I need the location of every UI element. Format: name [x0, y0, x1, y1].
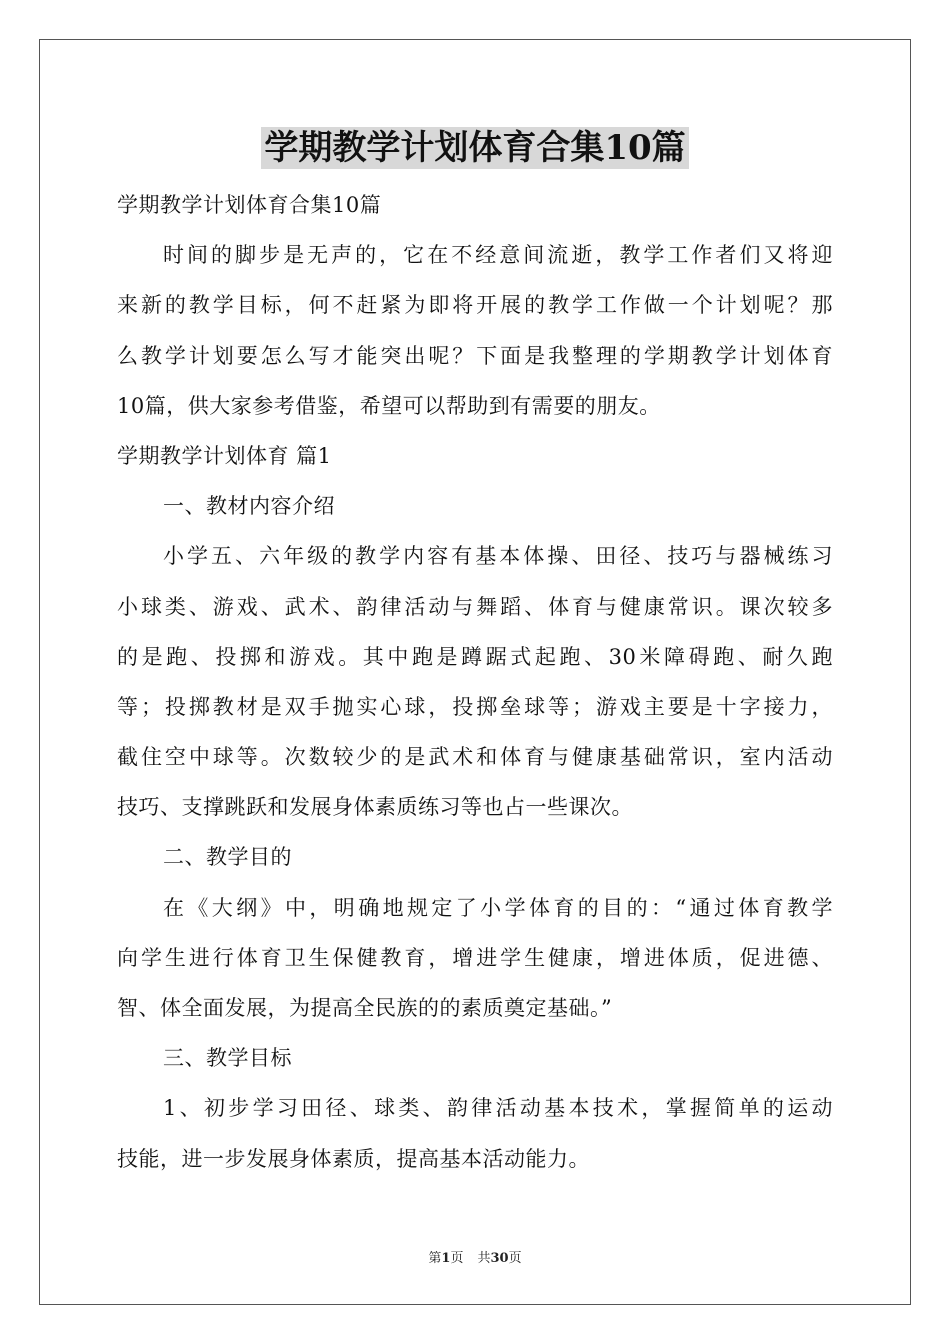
part2-line: 向学生进行体育卫生保健教育，增进学生健康，增进体质，促进德、: [117, 945, 833, 970]
footer-total-prefix: 共: [477, 1251, 491, 1266]
document-title: 学期教学计划体育合集10篇: [261, 127, 688, 169]
title-area: [0, 127, 950, 169]
part3-line: 技能，进一步发展身体素质，提高基本活动能力。: [117, 1146, 590, 1171]
footer-page-number: 1: [441, 1251, 451, 1266]
part1-heading: 一、教材内容介绍: [163, 494, 335, 519]
part2-heading: 二、教学目的: [163, 845, 292, 870]
intro-line: 时间的脚步是无声的，它在不经意间流逝，教学工作者们又将迎: [163, 243, 833, 268]
footer-page-suffix: 页: [450, 1251, 464, 1266]
part1-line: 小球类、游戏、武术、韵律活动与舞蹈、体育与健康常识。课次较多: [117, 594, 833, 619]
footer-prefix: 第: [428, 1251, 442, 1266]
document-body: [117, 180, 833, 1184]
intro-line: 10篇，供大家参考借鉴，希望可以帮助到有需要的朋友。: [117, 393, 661, 418]
part1-line: 截住空中球等。次数较少的是武术和体育与健康基础常识，室内活动: [117, 745, 833, 770]
part1-line: 小学五、六年级的教学内容有基本体操、田径、技巧与器械练习: [163, 544, 833, 569]
footer-total-suffix: 页: [508, 1251, 522, 1266]
part1-line: 的是跑、投掷和游戏。其中跑是蹲踞式起跑、30米障碍跑、耐久跑: [117, 644, 833, 669]
part1-line: 技巧、支撑跳跃和发展身体素质练习等也占一些课次。: [117, 795, 633, 820]
section-title: 学期教学计划体育 篇1: [117, 443, 332, 468]
part3-line: 1、初步学习田径、球类、韵律活动基本技术，掌握简单的运动: [163, 1096, 833, 1121]
intro-line: 来新的教学目标，何不赶紧为即将开展的教学工作做一个计划呢？那: [117, 293, 833, 318]
page-footer: [0, 1247, 950, 1266]
footer-total-pages: 30: [490, 1251, 509, 1266]
intro-line: 么教学计划要怎么写才能突出呢？下面是我整理的学期教学计划体育: [117, 343, 833, 368]
part1-line: 等；投掷教材是双手抛实心球，投掷垒球等；游戏主要是十字接力，: [117, 694, 833, 719]
document-subtitle: 学期教学计划体育合集10篇: [117, 193, 382, 217]
part2-line: 在《大纲》中，明确地规定了小学体育的目的：“通过体育教学: [163, 895, 833, 920]
part2-line: 智、体全面发展，为提高全民族的的素质奠定基础。”: [117, 996, 613, 1020]
part3-heading: 三、教学目标: [163, 1046, 292, 1071]
